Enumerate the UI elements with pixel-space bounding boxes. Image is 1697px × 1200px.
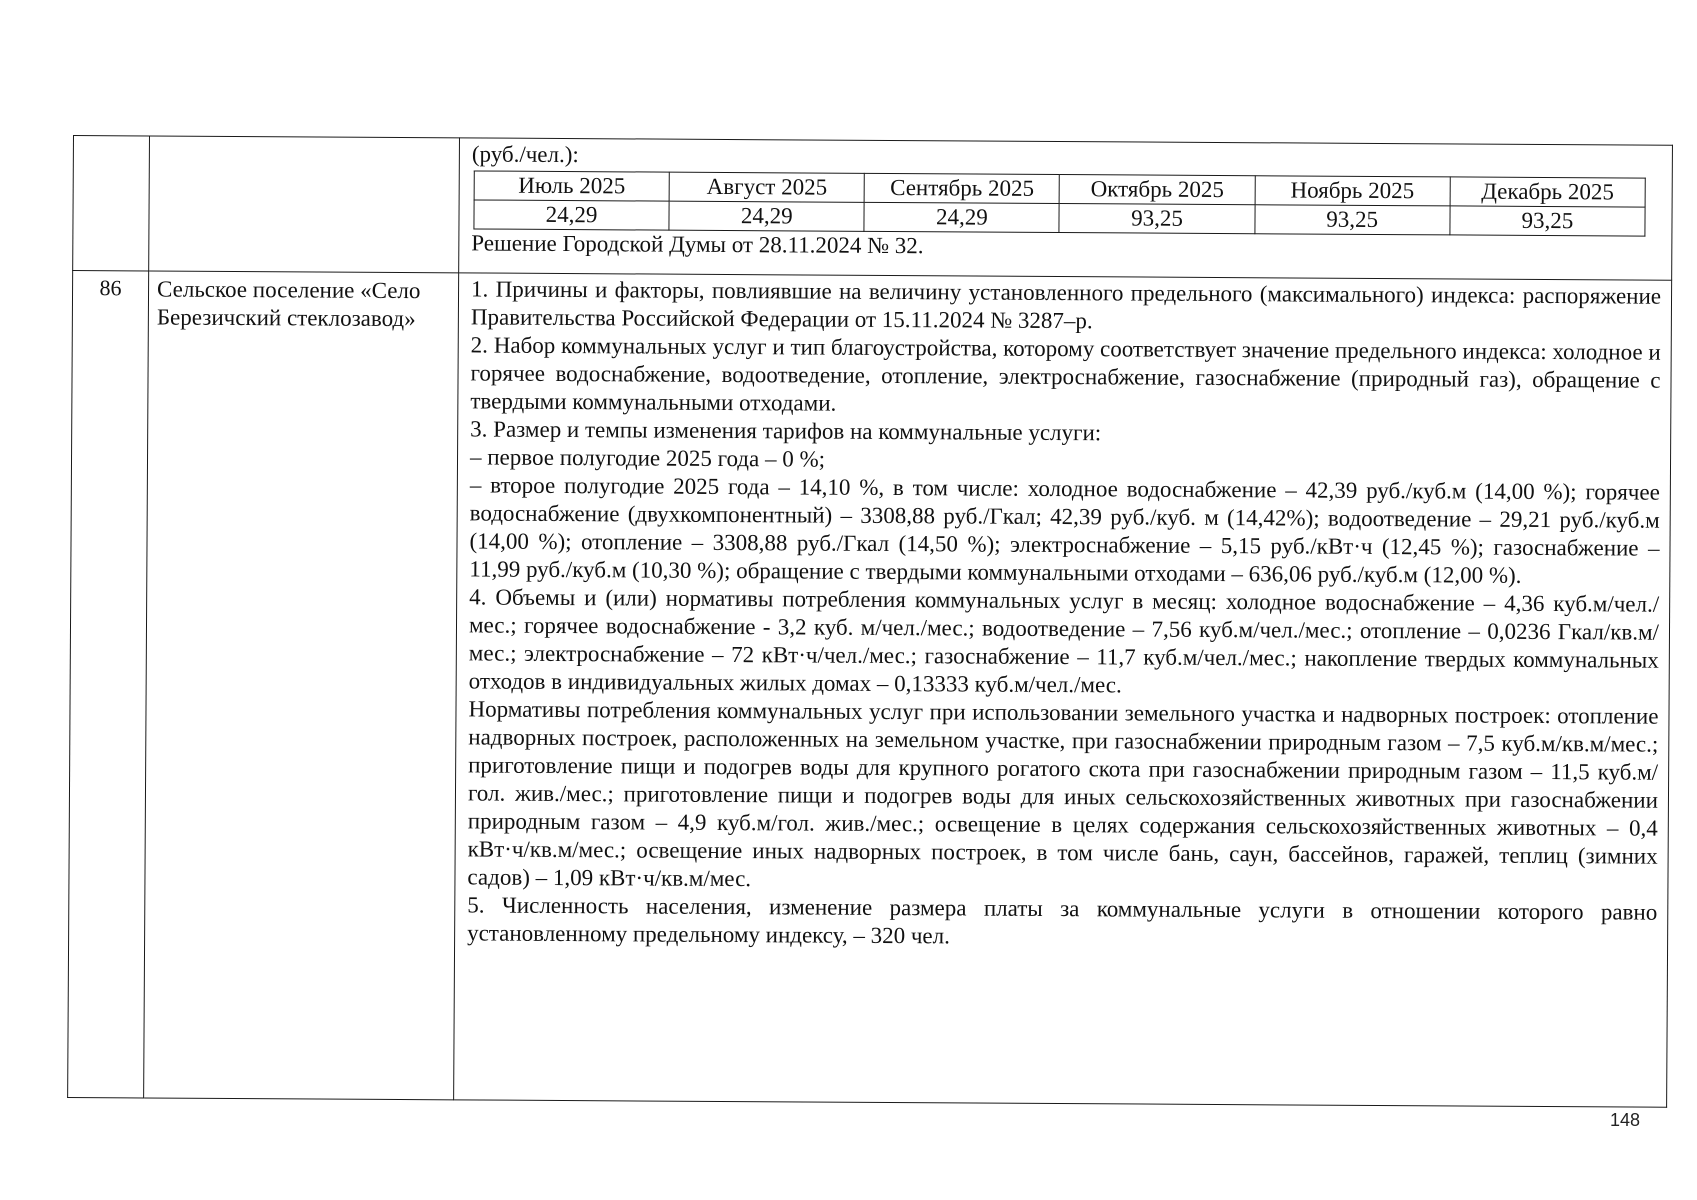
month-value: 24,29 bbox=[864, 202, 1059, 232]
month-header: Ноябрь 2025 bbox=[1255, 176, 1450, 206]
unit-line: (руб./чел.): bbox=[471, 141, 579, 168]
table-row bbox=[68, 271, 1672, 1108]
table-row bbox=[73, 136, 1673, 281]
month-header: Август 2025 bbox=[669, 172, 864, 202]
month-value: 93,25 bbox=[1255, 205, 1450, 235]
main-table bbox=[67, 135, 1673, 1108]
decision-line: Решение Городской Думы от 28.11.2024 № 32. bbox=[471, 230, 924, 259]
paragraph-volumes: 4. Объемы и (или) нормативы потребления коммунальных услуг в месяц: холодное водоснабжение – 4,36 куб.м/чел./мес.; горячее водоснабжение - 3,2 куб. м/чел./мес.; водоотведение – 7,56 куб.м/чел./мес.; отопление – 0,0236 Гкал/кв.м/мес.; электроснабжение – 72 кВт·ч/чел./мес.; газоснабжение – 11,7 куб.м/чел./мес.; накопление твердых коммунальных отходов в индивидуальных жилых домах – 0,13333 куб.м/чел./мес. bbox=[468, 584, 1660, 698]
month-value: 24,29 bbox=[474, 200, 669, 230]
month-value: 93,25 bbox=[1450, 206, 1645, 236]
paragraph-population: 5. Численность населения, изменение размера платы за коммунальные услуги в отношении которого равно установленному предельному индексу, – 320 чел. bbox=[467, 892, 1658, 949]
page-number: 148 bbox=[1610, 1110, 1641, 1130]
settlement-name: Сельское поселение «Село Березичский стеклозавод» bbox=[144, 271, 459, 1100]
monthly-fee-table bbox=[473, 170, 1645, 236]
paragraph-tariffs: 3. Размер и темпы изменения тарифов на коммунальные услуги: bbox=[470, 416, 1102, 446]
paragraph-land-norms: Нормативы потребления коммунальных услуг при использовании земельного участка и надворных построек: отопление надворных построек, расположенных на земельном участке, при газоснабжении природным газом – 7,5 куб.м/кв.м/мес.; приготовление пищи и подогрев воды для крупного рогатого скота при газоснабжении природным газом – 11,5 куб.м/гол. жив./мес.; приготовление пищи и подогрев воды для иных сельскохозяйственных животных при газоснабжении природным газом – 4,9 куб.м/гол. жив./мес.; освещение в целях содержания сельскохозяйственных животных – 0,4 кВт·ч/кв.м/мес.; освещение иных надворных построек, в том числе бань, саун, бассейнов, гаражей, теплиц (зимних садов) – 1,09 кВт·ч/кв.м/мес. bbox=[467, 696, 1659, 892]
month-header: Сентябрь 2025 bbox=[864, 173, 1059, 203]
row-content-cell bbox=[454, 273, 1672, 1107]
paragraph-second-half: – второе полугодие 2025 года – 14,10 %, в том числе: холодное водоснабжение – 42,39 руб./куб.м (14,00 %); горячее водоснабжение (двухкомпонентный) – 3308,88 руб./Гкал; 42,39 руб./куб. м (14,42%); водоотведение – 29,21 руб./куб.м (14,00 %); отопление – 3308,88 руб./Гкал (14,50 %); электроснабжение – 5,15 руб./кВт·ч (12,45 %); газоснабжение – 11,99 руб./куб.м (10,30 %); обращение с твердыми коммунальными отходами – 636,06 руб./куб.м (12,00 %). bbox=[469, 472, 1660, 588]
month-value: 24,29 bbox=[669, 201, 864, 231]
row-number-cell bbox=[73, 136, 150, 271]
month-header: Декабрь 2025 bbox=[1450, 177, 1645, 207]
paragraph-services: 2. Набор коммунальных услуг и тип благоустройства, которому соответствует значение предельного индекса: холодное и горячее водоснабжение, водоотведение, отопление, электроснабжение, газоснабжение (природный газ), обращение с твердыми коммунальными отходами. bbox=[470, 332, 1661, 416]
paragraph-factors: 1. Причины и факторы, повлиявшие на величину установленного предельного (максимального) индекса: распоряжение Правительства Российской Федерации от 15.11.2024 № 3287–р. bbox=[470, 276, 1662, 334]
month-header: Июль 2025 bbox=[474, 171, 669, 201]
row-number: 86 bbox=[68, 271, 149, 1098]
row-content-cell bbox=[459, 138, 1673, 280]
paragraph-first-half: – первое полугодие 2025 года – 0 %; bbox=[469, 444, 826, 472]
month-header: Октябрь 2025 bbox=[1060, 175, 1255, 205]
month-value: 93,25 bbox=[1059, 204, 1254, 234]
row-name-cell bbox=[149, 136, 460, 273]
